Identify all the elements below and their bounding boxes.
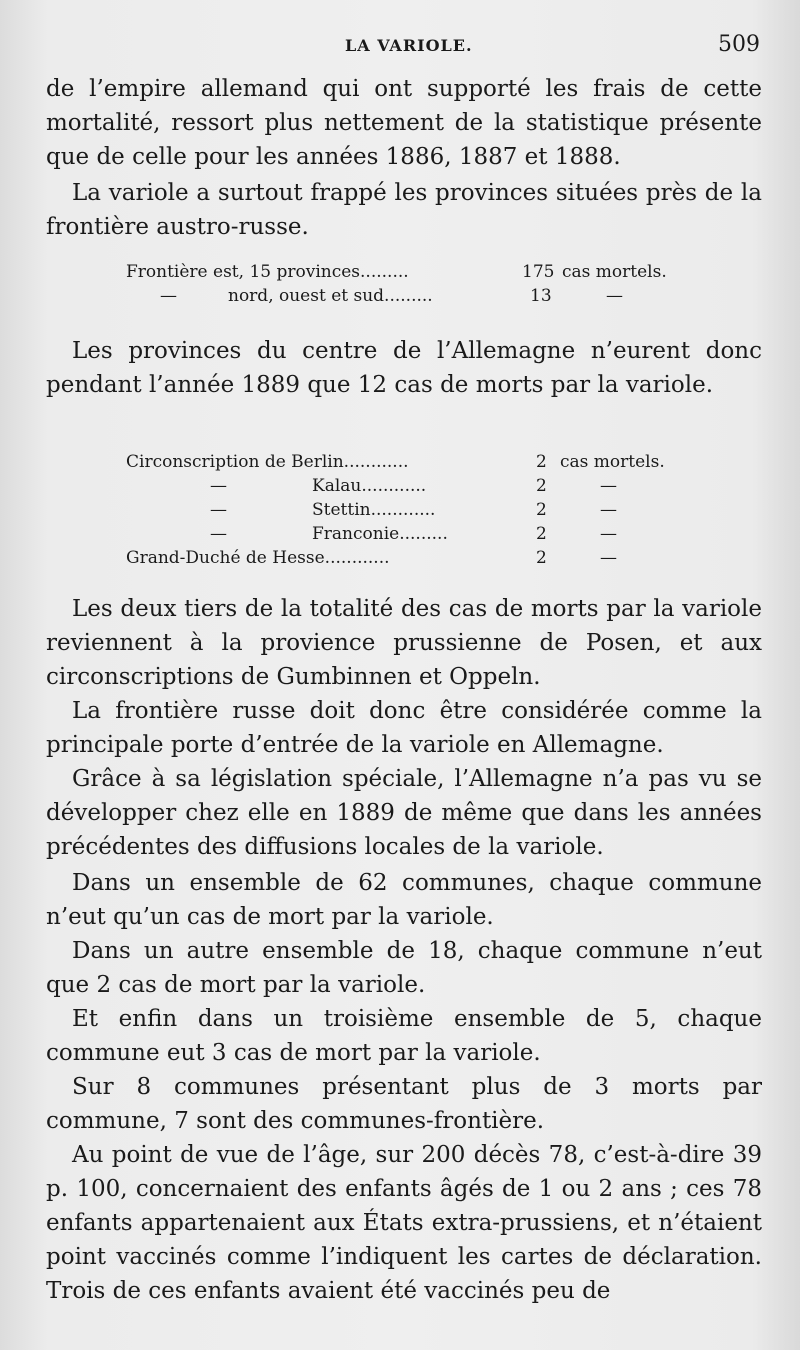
row-value: 2 xyxy=(536,548,547,568)
row-value: 13 xyxy=(530,286,552,306)
table-row xyxy=(0,286,800,308)
row-unit: cas mortels. xyxy=(560,452,665,472)
row-unit: — xyxy=(600,548,617,568)
paragraph-9: Et enfin dans un troisième ensemble de 5, chaque commune eut 3 cas de mort par la variole. xyxy=(46,1006,762,1066)
row-value: 2 xyxy=(536,524,547,544)
table-row xyxy=(0,524,800,546)
paragraph-5: La frontière russe doit donc être considérée comme la principale porte d’entrée de la variole en Allemagne. xyxy=(46,698,762,758)
table-row xyxy=(0,262,800,284)
paragraph-4: Les deux tiers de la totalité des cas de morts par la variole reviennent à la provience prussienne de Posen, et aux circonscriptions de Gumbinnen et Oppeln. xyxy=(46,596,762,690)
ditto-mark: — xyxy=(160,286,177,306)
ditto-mark: — xyxy=(210,524,227,544)
paragraph-2: La variole a surtout frappé les provinces situées près de la frontière austro-russe. xyxy=(46,180,762,240)
table-row xyxy=(0,548,800,570)
paragraph-11: Au point de vue de l’âge, sur 200 décès 78, c’est-à-dire 39 p. 100, concernaient des enfants âgés de 1 ou 2 ans ; ces 78 enfants appartenaient aux États extra-prussiens, et n’étaient point vaccinés comme l’indiquent les cartes de déclaration. Trois de ces enfants avaient été vaccinés peu de xyxy=(46,1142,762,1304)
row-label: Kalau............ xyxy=(312,476,427,496)
paragraph-10: Sur 8 communes présentant plus de 3 morts par commune, 7 sont des communes-frontière. xyxy=(46,1074,762,1134)
table-row xyxy=(0,476,800,498)
page-number: 509 xyxy=(718,32,760,57)
row-value: 2 xyxy=(536,500,547,520)
table-row xyxy=(0,452,800,474)
row-label: Frontière est, 15 provinces......... xyxy=(126,262,409,282)
row-label: Stettin............ xyxy=(312,500,436,520)
page-header xyxy=(0,32,800,62)
row-label: Grand-Duché de Hesse............ xyxy=(126,548,390,568)
ditto-mark: — xyxy=(210,476,227,496)
running-head: LA VARIOLE. xyxy=(345,36,473,55)
row-unit: — xyxy=(600,524,617,544)
row-value: 2 xyxy=(536,476,547,496)
row-label: Franconie......... xyxy=(312,524,448,544)
paragraph-1: de l’empire allemand qui ont supporté les frais de cette mortalité, ressort plus nettement de la statistique présente que de celle pour les années 1886, 1887 et 1888. xyxy=(46,76,762,170)
row-unit: cas mortels. xyxy=(562,262,667,282)
table-row xyxy=(0,500,800,522)
paragraph-6: Grâce à sa législation spéciale, l’Allemagne n’a pas vu se développer chez elle en 1889 de même que dans les années précédentes des diffusions locales de la variole. xyxy=(46,766,762,860)
paragraph-7: Dans un ensemble de 62 communes, chaque commune n’eut qu’un cas de mort par la variole. xyxy=(46,870,762,930)
row-value: 2 xyxy=(536,452,547,472)
row-label: nord, ouest et sud......... xyxy=(228,286,433,306)
paragraph-8: Dans un autre ensemble de 18, chaque commune n’eut que 2 cas de mort par la variole. xyxy=(46,938,762,998)
row-label: Circonscription de Berlin............ xyxy=(126,452,409,472)
ditto-mark: — xyxy=(210,500,227,520)
row-unit: — xyxy=(600,476,617,496)
row-value: 175 xyxy=(522,262,555,282)
row-unit: — xyxy=(606,286,623,306)
row-unit: — xyxy=(600,500,617,520)
paragraph-3: Les provinces du centre de l’Allemagne n’eurent donc pendant l’année 1889 que 12 cas de morts par la variole. xyxy=(46,338,762,398)
